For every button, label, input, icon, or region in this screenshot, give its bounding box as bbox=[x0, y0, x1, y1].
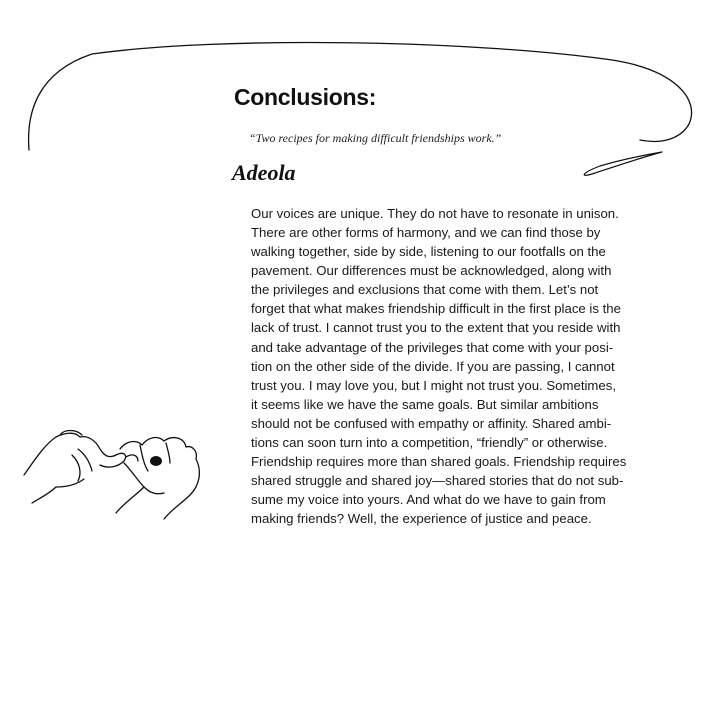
pinky-promise-hands-icon bbox=[20, 415, 230, 520]
body-line: the privileges and exclusions that come with them. Let’s not bbox=[251, 282, 599, 298]
body-line: walking together, side by side, listening to our footfalls on the bbox=[251, 244, 606, 260]
body-line: lack of trust. I cannot trust you to the extent that you reside with bbox=[251, 320, 621, 336]
author-name: Adeola bbox=[232, 160, 296, 185]
body-text bbox=[251, 204, 636, 528]
body-line: Friendship requires more than shared goals. Friendship requires bbox=[251, 454, 627, 470]
body-line: There are other forms of harmony, and we can find those by bbox=[251, 225, 601, 241]
body-line: Our voices are unique. They do not have to resonate in unison. bbox=[251, 206, 619, 221]
body-line: forget that what makes friendship difficult in the first place is the bbox=[251, 301, 621, 317]
body-line: it seems like we have the same goals. But similar ambitions bbox=[251, 396, 599, 412]
page-title: Conclusions: bbox=[234, 84, 377, 110]
body-line: sume my voice into yours. And what do we have to gain from bbox=[251, 492, 606, 508]
body-line: making friends? Well, the experience of justice and peace. bbox=[251, 511, 592, 527]
body-line: shared struggle and shared joy—shared stories that do not sub- bbox=[251, 473, 624, 489]
body-line: pavement. Our differences must be acknowledged, along with bbox=[251, 263, 612, 279]
subtitle-quote: “Two recipes for making difficult friendships work.” bbox=[249, 131, 502, 145]
body-line: tions can soon turn into a competition, “friendly” or otherwise. bbox=[251, 434, 608, 450]
body-line: and take advantage of the privileges that come with your posi- bbox=[251, 339, 614, 355]
body-line: tion on the other side of the divide. If you are passing, I cannot bbox=[251, 358, 615, 374]
body-line: trust you. I may love you, but I might not trust you. Sometimes, bbox=[251, 377, 617, 393]
body-line: should not be confused with empathy or affinity. Shared ambi- bbox=[251, 415, 612, 431]
